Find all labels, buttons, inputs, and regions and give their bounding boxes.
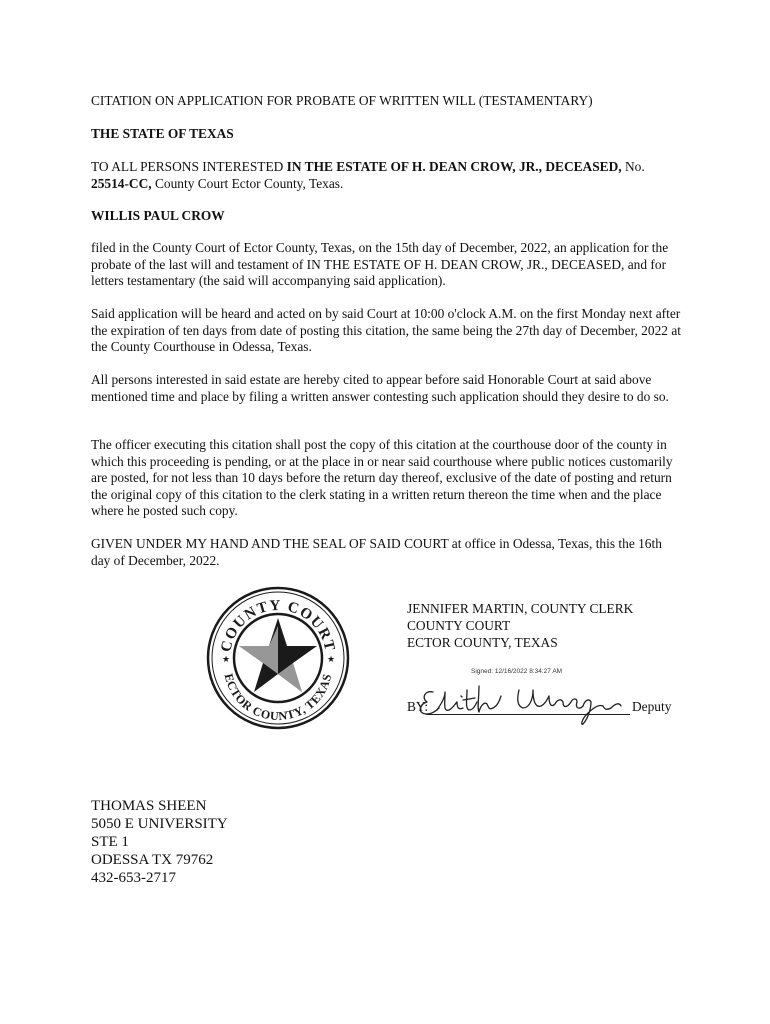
return-address-name: THOMAS SHEEN: [91, 798, 207, 814]
seal-bottom-text: ECTOR COUNTY, TEXAS: [221, 672, 335, 724]
clerk-county: ECTOR COUNTY, TEXAS: [407, 635, 558, 650]
return-address-city: ODESSA TX 79762: [91, 852, 214, 868]
officer-instructions-paragraph: The officer executing this citation shall post the copy of this citation at the courthouse door of the county in which this proceeding is pending, or at the place in or near said courthouse where public notices customarily are posted, for not less than 10 days before the return day thereof, exclusive of the date of posting and return the original copy of this citation to the clerk stating in a written return thereon the time when and the place where he posted such copy.: [91, 437, 673, 518]
by-label: BY:: [407, 699, 429, 714]
return-address-phone: 432-653-2717: [91, 870, 176, 886]
return-address-street: 5050 E UNIVERSITY: [91, 816, 228, 832]
no-label: No.: [621, 159, 645, 174]
clerk-name: JENNIFER MARTIN, COUNTY CLERK: [407, 601, 634, 616]
seal-right-star-icon: ★: [327, 654, 336, 664]
state-heading: THE STATE OF TEXAS: [91, 126, 234, 141]
seal-star-icon: [239, 618, 317, 692]
to-all-persons-paragraph: [91, 159, 681, 192]
county-court-seal: [206, 586, 350, 730]
case-number: 25514-CC,: [91, 175, 152, 191]
handwritten-signature: [415, 680, 635, 728]
signed-timestamp: Signed: 12/16/2022 8:34:27 AM: [471, 668, 563, 675]
seal-left-star-icon: ★: [222, 654, 231, 664]
given-under-hand-paragraph: GIVEN UNDER MY HAND AND THE SEAL OF SAID COURT at office in Odessa, Texas, this the 16th day of December, 2022.: [91, 536, 662, 568]
hearing-paragraph: Said application will be heard and acted on by said Court at 10:00 o'clock A.M. on the first Monday next after the expiration of ten days from date of posting this citation, the same being the 27th day of December, 2022 at the County Courthouse in Odessa, Texas.: [91, 306, 681, 354]
return-address-suite: STE 1: [91, 834, 129, 850]
applicant-name: WILLIS PAUL CROW: [91, 208, 225, 223]
to-all-prefix: TO ALL PERSONS INTERESTED: [91, 159, 287, 174]
seal-top-text: COUNTY COURT: [218, 597, 338, 654]
to-all-suffix: County Court Ector County, Texas.: [151, 175, 344, 191]
filed-paragraph: filed in the County Court of Ector County, Texas, on the 15th day of December, 2022, an application for the probate of the last will and testament of IN THE ESTATE OF H. DEAN CROW, JR., DECEASED, and for letters testamentary (the said will accompanying said application).: [91, 240, 669, 288]
document-title: CITATION ON APPLICATION FOR PROBATE OF WRITTEN WILL (TESTAMENTARY): [91, 93, 593, 108]
interested-persons-paragraph: All persons interested in said estate are hereby cited to appear before said Honorable Court at said above mentioned time and place by filing a written answer contesting such application should they desire to do so.: [91, 372, 669, 404]
estate-name: IN THE ESTATE OF H. DEAN CROW, JR., DECEASED,: [286, 159, 622, 174]
deputy-label: Deputy: [632, 699, 672, 714]
clerk-court: COUNTY COURT: [407, 618, 511, 633]
